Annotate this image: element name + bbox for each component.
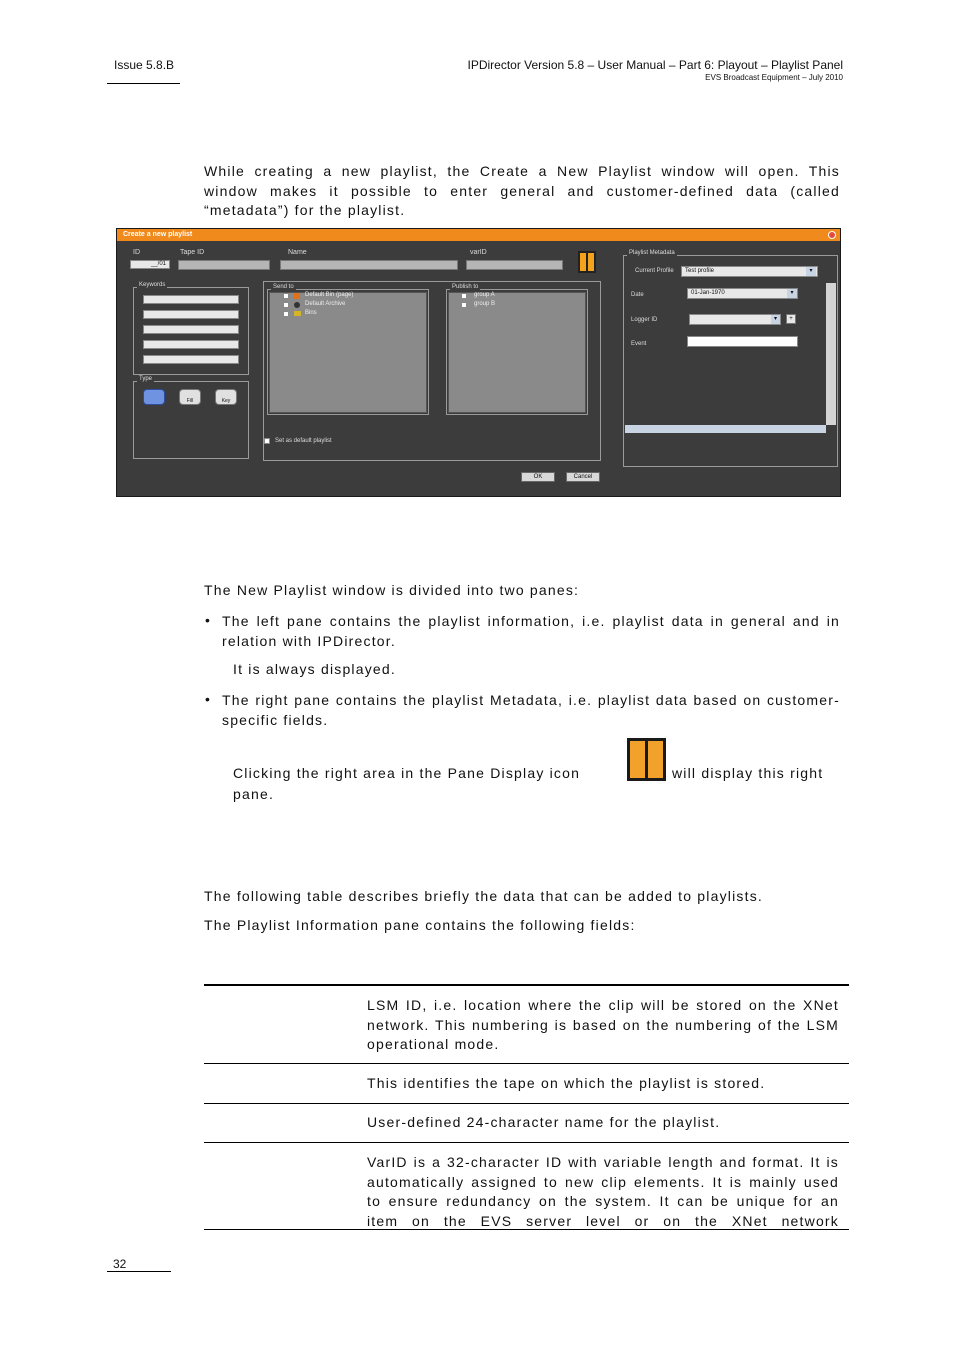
bin-icon (294, 293, 300, 299)
intro-paragraph: While creating a new playlist, the Create a New Playlist window will open. This window makes it possible to enter general and customer-defined data (called “metadata”) for the playlist. (204, 163, 840, 218)
metadata-horizontal-scrollbar[interactable] (625, 425, 826, 433)
window-title: Create a new playlist (123, 231, 193, 238)
checkbox[interactable] (283, 311, 289, 317)
type-fill-button[interactable]: Fill (179, 389, 201, 405)
bullet-right-pane: The right pane contains the playlist Metadata, i.e. playlist data based on customer-specific fields. (222, 692, 840, 728)
folder-icon (294, 311, 301, 316)
tape-id-label: Tape ID (180, 249, 205, 256)
metadata-label: Playlist Metadata (629, 250, 675, 256)
window-title-bar (117, 229, 840, 241)
profile-label: Current Profile (635, 268, 674, 274)
create-playlist-window (116, 228, 841, 497)
page-number: 32 (113, 1257, 127, 1271)
varid-label: varID (470, 249, 487, 256)
event-field[interactable] (687, 336, 798, 347)
checkbox[interactable] (461, 302, 467, 308)
checkbox[interactable] (283, 302, 289, 308)
id-label: ID (133, 249, 140, 256)
send-to-list[interactable] (269, 292, 427, 413)
table-header-rule (204, 984, 849, 986)
keyword-field[interactable] (143, 355, 239, 364)
bullet-icon: • (205, 691, 210, 707)
id-field[interactable]: __/01 (130, 260, 170, 269)
keyword-field[interactable] (143, 325, 239, 334)
clicking-text-start: Clicking the right area in the Pane Display icon (233, 765, 581, 781)
send-to-item[interactable]: Default Archive (305, 301, 346, 307)
panes-paragraph: The New Playlist window is divided into two panes: (204, 582, 580, 598)
pane-display-icon[interactable] (578, 251, 596, 273)
keyword-field[interactable] (143, 340, 239, 349)
checkbox[interactable] (461, 293, 467, 299)
send-to-label: Send to (273, 284, 294, 290)
metadata-group (623, 255, 838, 467)
name-field[interactable] (280, 260, 458, 270)
type-default-button[interactable] (143, 389, 165, 405)
date-field[interactable]: 01-Jan-1970 (687, 288, 798, 299)
name-label: Name (288, 249, 307, 256)
default-playlist-label: Set as default playlist (275, 438, 332, 444)
pane-display-icon (627, 738, 666, 781)
keyword-field[interactable] (143, 310, 239, 319)
chevron-down-icon[interactable]: ▾ (771, 315, 780, 324)
footer-rule (107, 1271, 171, 1272)
document-title: IPDirector Version 5.8 – User Manual – Part 6: Playout – Playlist Panel (467, 58, 843, 72)
logger-id-label: Logger ID (631, 317, 658, 323)
table-row: VarID is a 32-character ID with variable length and format. It is automatically assigned to new clip elements. It is mainly used to ensure redundancy on the system. It can be unique for an item on the EVS server level or on the XNet network (367, 1154, 839, 1229)
publish-to-item[interactable]: group B (474, 301, 496, 307)
event-label: Event (631, 341, 647, 347)
keywords-label: Keywords (139, 282, 166, 288)
table-row: This identifies the tape on which the playlist is stored. (367, 1075, 766, 1091)
table-bottom-rule (204, 1229, 849, 1230)
chevron-down-icon[interactable]: ▾ (806, 267, 816, 276)
publish-to-list[interactable] (448, 292, 586, 413)
metadata-vertical-scrollbar[interactable] (826, 283, 836, 425)
table-row: LSM ID, i.e. location where the clip will be stored on the XNet network. This numbering is based on the numbering of the LSM operational mode. (367, 997, 839, 1052)
tape-id-field[interactable] (178, 260, 270, 270)
table-rule (204, 1142, 849, 1143)
table-row: User-defined 24-character name for the playlist. (367, 1114, 721, 1130)
fields-intro-paragraph: The Playlist Information pane contains the following fields: (204, 917, 636, 933)
header-rule (107, 83, 180, 84)
bullet-left-pane: The left pane contains the playlist information, i.e. playlist data in general and in relation with IPDirector. (222, 613, 840, 649)
logger-id-select[interactable] (689, 314, 781, 325)
type-key-button[interactable]: Key (215, 389, 237, 405)
archive-icon (294, 302, 300, 308)
issue-label: Issue 5.8.B (114, 58, 175, 72)
close-icon[interactable] (828, 231, 836, 239)
ok-button[interactable]: OK (521, 472, 555, 482)
table-rule (204, 1063, 849, 1064)
clicking-text-end: will display this right (672, 765, 824, 781)
date-label: Date (631, 292, 644, 298)
document-subtitle: EVS Broadcast Equipment – July 2010 (705, 73, 843, 82)
profile-select[interactable]: Test profile (681, 266, 818, 277)
varid-field[interactable] (466, 260, 563, 270)
publish-to-item[interactable]: group A (474, 292, 495, 298)
always-displayed-text: It is always displayed. (233, 661, 396, 677)
type-label: Type (139, 376, 153, 382)
table-intro-paragraph: The following table describes briefly the data that can be added to playlists. (204, 888, 763, 904)
send-to-item[interactable]: Bins (305, 310, 317, 316)
table-rule (204, 1103, 849, 1104)
clicking-text-wrap: pane. (233, 786, 275, 802)
checkbox[interactable] (283, 293, 289, 299)
keyword-field[interactable] (143, 295, 239, 304)
default-playlist-checkbox[interactable] (264, 438, 270, 444)
cancel-button[interactable]: Cancel (566, 472, 600, 482)
add-logger-button[interactable]: + (786, 314, 796, 324)
send-to-item[interactable]: Default Bin (page) (305, 292, 354, 298)
bullet-icon: • (205, 612, 210, 628)
publish-to-label: Publish to (452, 284, 479, 290)
chevron-down-icon[interactable]: ▾ (787, 289, 797, 298)
